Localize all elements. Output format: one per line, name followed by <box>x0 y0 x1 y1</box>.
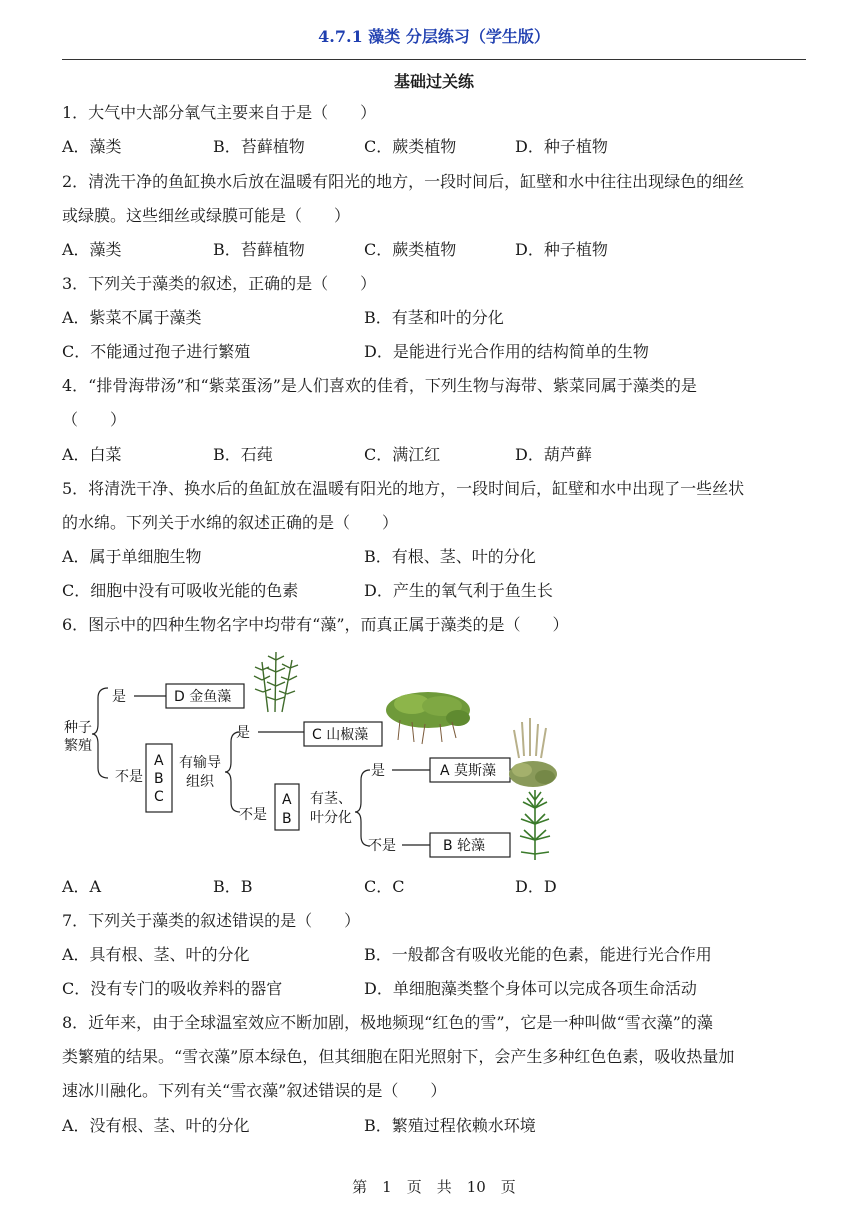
q7-option-c: C．没有专门的吸收养料的器官 <box>62 979 283 998</box>
q8-stem-line2: 类繁殖的结果。“雪衣藻”原本绿色，但其细胞在阳光照射下，会产生多种红色色素，吸收热量加 <box>62 1047 735 1066</box>
q7-option-d: D．单细胞藻类整个身体可以完成各项生命活动 <box>364 979 697 998</box>
q2-stem-line1: 2．清洗干净的鱼缸换水后放在温暖有阳光的地方，一段时间后，缸壁和水中往往出现绿色的细丝 <box>62 172 745 191</box>
label-tissue: 组织 <box>186 774 214 790</box>
q6-stem: 6．图示中的四种生物名字中均带有“藻”，而真正属于藻类的是（ ） <box>62 615 569 634</box>
q5-option-a: A．属于单细胞生物 <box>62 547 202 566</box>
box-ab-a: A <box>282 792 292 808</box>
q4-option-c: C．满江红 <box>364 445 441 464</box>
q2-option-d: D．种子植物 <box>515 240 608 259</box>
q8-stem-line1: 8．近年来，由于全球温室效应不断加剧，极地频现“红色的雪”，它是一种叫做“雪衣藻”的藻 <box>62 1013 713 1032</box>
document-title: 4.7.1 藻类 分层练习（学生版） <box>318 27 550 46</box>
q8-stem-line3: 速冰川融化。下列有关“雪衣藻”叙述错误的是（ ） <box>62 1081 447 1100</box>
box-a-label: A 莫斯藻 <box>440 763 497 779</box>
q7-option-b: B．一般都含有吸收光能的色素，能进行光合作用 <box>364 945 712 964</box>
q7-option-a: A．具有根、茎、叶的分化 <box>62 945 250 964</box>
box-d-label: D 金鱼藻 <box>174 689 232 705</box>
q5-option-d: D．产生的氧气利于鱼生长 <box>364 581 553 600</box>
label-no-3: 不是 <box>368 838 396 854</box>
q3-option-b: B．有茎和叶的分化 <box>364 308 504 327</box>
label-conductive: 有输导 <box>179 755 221 771</box>
q3-option-d: D．是能进行光合作用的结构简单的生物 <box>364 342 649 361</box>
label-seed: 种子 <box>64 720 92 736</box>
label-leaf-diff: 叶分化 <box>310 810 352 826</box>
q3-option-c: C．不能通过孢子进行繁殖 <box>62 342 251 361</box>
q1-option-d: D．种子植物 <box>515 137 608 156</box>
q2-option-a: A．藻类 <box>62 240 122 259</box>
q4-option-b: B．石莼 <box>213 445 273 464</box>
label-reproduce: 繁殖 <box>64 738 92 754</box>
q8-option-b: B．繁殖过程依赖水环境 <box>364 1116 536 1135</box>
q6-option-d: D．D <box>515 877 557 896</box>
q5-stem-line1: 5．将清洗干净、换水后的鱼缸放在温暖有阳光的地方，一段时间后，缸壁和水中出现了一些丝状 <box>62 479 745 498</box>
chara-plant-icon <box>520 790 550 860</box>
q1-stem: 1．大气中大部分氧气主要来自于是（ ） <box>62 103 377 122</box>
label-no-1: 不是 <box>115 769 143 785</box>
page-number: 第 1 页 共 10 页 <box>352 1178 516 1196</box>
q8-option-a: A．没有根、茎、叶的分化 <box>62 1116 250 1135</box>
box-abc-b: B <box>154 771 164 787</box>
q6-option-c: C．C <box>364 877 405 896</box>
q1-option-a: A．藻类 <box>62 137 122 156</box>
label-has-stem: 有茎、 <box>310 791 352 807</box>
classification-diagram <box>0 640 868 868</box>
label-yes-3: 是 <box>371 763 385 779</box>
q1-option-b: B．苔藓植物 <box>213 137 305 156</box>
q2-stem-line2: 或绿膜。这些细丝或绿膜可能是（ ） <box>62 206 351 225</box>
q4-option-d: D．葫芦藓 <box>515 445 592 464</box>
q4-stem-line2: （ ） <box>62 410 127 429</box>
label-no-2: 不是 <box>239 807 267 823</box>
q2-option-b: B．苔藓植物 <box>213 240 305 259</box>
q5-stem-line2: 的水绵。下列关于水绵的叙述正确的是（ ） <box>62 513 399 532</box>
box-b-label: B 轮藻 <box>443 838 486 854</box>
fern-clump-icon <box>386 692 470 744</box>
q5-option-b: B．有根、茎、叶的分化 <box>364 547 536 566</box>
q7-stem: 7．下列关于藻类的叙述错误的是（ ） <box>62 911 361 930</box>
box-c-label: C 山椒藻 <box>312 727 369 743</box>
label-yes-1: 是 <box>112 689 126 705</box>
section-title: 基础过关练 <box>393 72 474 91</box>
q6-option-a: A．A <box>62 877 102 896</box>
q6-option-b: B．B <box>213 877 253 896</box>
label-yes-2: 是 <box>236 725 250 741</box>
box-abc-a: A <box>154 753 164 769</box>
box-ab-b: B <box>282 811 292 827</box>
q5-option-c: C．细胞中没有可吸收光能的色素 <box>62 581 299 600</box>
q1-option-c: C．蕨类植物 <box>364 137 457 156</box>
q4-option-a: A．白菜 <box>62 445 122 464</box>
q3-stem: 3．下列关于藻类的叙述，正确的是（ ） <box>62 274 377 293</box>
box-abc-c: C <box>154 789 164 805</box>
q2-option-c: C．蕨类植物 <box>364 240 457 259</box>
q4-stem-line1: 4．“排骨海带汤”和“紫菜蛋汤”是人们喜欢的佳肴，下列生物与海带、紫菜同属于藻类的是 <box>62 376 697 395</box>
waterweed-plant-icon <box>254 652 298 712</box>
q3-option-a: A．紫菜不属于藻类 <box>62 308 202 327</box>
moss-clump-icon <box>509 718 557 787</box>
header-divider <box>62 59 806 60</box>
